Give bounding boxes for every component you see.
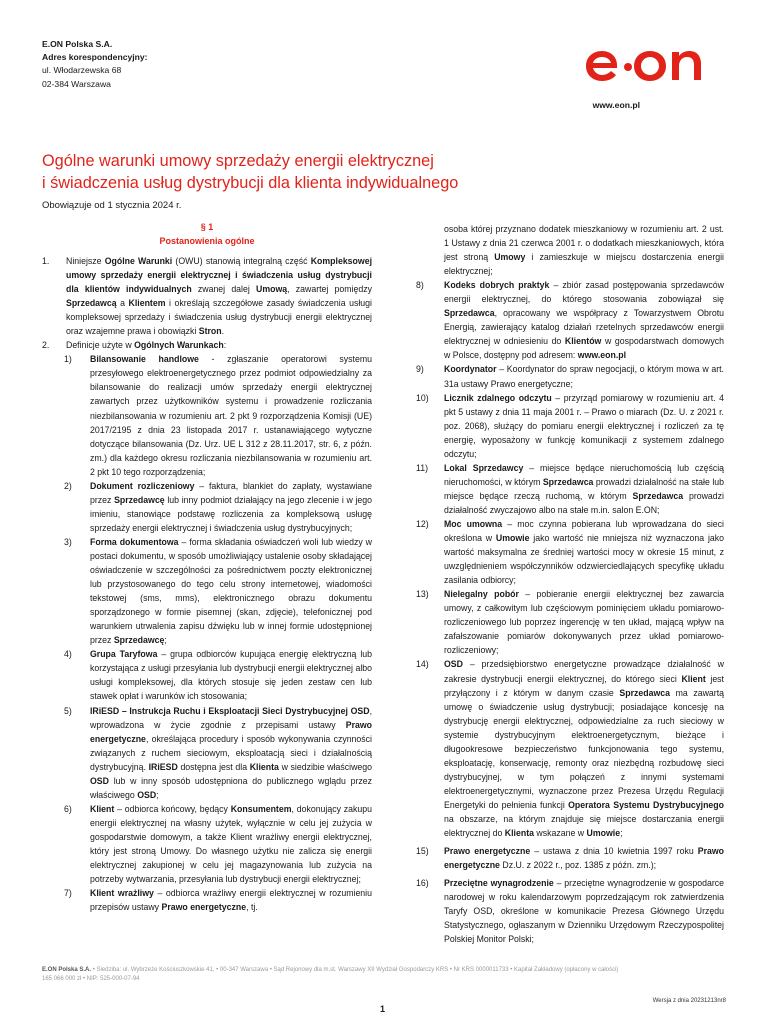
definition-item: 12) Moc umowna – moc czynna pobierana lub wprowadzana do sieci określona w Umowie jako wartość nie mniejsza niż wyznaczona jako wartość maksymalna ze średniej wartości mocy w okresie 15 minut, z uwzględnieniem współczynników odzwierciedlających specyfikę układu zasilania odbiorcy;: [416, 518, 724, 586]
definition-item: 11) Lokal Sprzedawcy – miejsce będące nieruchomością lub częścią nieruchomości, w którym Sprzedawca prowadzi działalność na stałe lub miejsce będące rzeczą ruchomą, w którym Sprzedawca prowadzi działalność zwyczajowo albo na stałe m.in. salon E.ON;: [416, 462, 724, 515]
definition-item: 4) Grupa Taryfowa – grupa odbiorców kupująca energię elektryczną lub korzystająca z usługi przesyłania lub dystrybucji energii elektrycznej albo usługi kompleksowej, dla których stosuje się jeden zestaw cen lub stawek opłat i warunków ich stosowania;: [64, 649, 372, 702]
definition-item: 14) OSD – przedsiębiorstwo energetyczne prowadzące działalność w zakresie dystrybucji energii elektrycznej, do którego sieci Klient jest przyłączony i z którym w danym czasie Sprzedawca ma zawartą umowę o świadczenie usług dystrybucji; posiadające koncesję na dystrybucję energii elektrycznej, odpowiedzialne za ruch sieciowy w systemie dystrybucyjnym elektroenergetycznym, bieżące i długookresowe bezpieczeństwo funkcjonowania tego systemu, eksploatację, konserwację, remonty oraz niezbędną rozbudowę sieci dystrybucyjnej, w tym połączeń z innymi systemami elektroenergetycznymi, wyznaczone przez Prezesa Urzędu Regulacji Energetyki do pełnienia funkcji Operatora Systemu Dystrybucyjnego na obszarze, na którym znajduje się miejsce dostarczania energii elektrycznej do Klienta wskazane w Umowie;: [416, 659, 725, 839]
section-number: § 1: [200, 222, 214, 232]
page-number: 1: [380, 1004, 386, 1014]
eon-logo: [584, 43, 724, 83]
definition-item: 9) Koordynator – Koordynator do spraw negocjacji, o którym mowa w art. 31a ustawy Prawo energetyczne;: [416, 364, 724, 389]
title-line-1: Ogólne warunki umowy sprzedaży energii elektrycznej: [42, 152, 434, 170]
definition-item: 15) Prawo energetyczne – ustawa z dnia 10 kwietnia 1997 roku Prawo energetyczne Dz.U. z 2022 r., poz. 1385 z późn. zm.);: [416, 846, 724, 871]
section-title: Postanowienia ogólne: [159, 236, 255, 246]
definition-item: 13) Nielegalny pobór – pobieranie energii elektrycznej bez zawarcia umowy, z całkowitym lub częściowym pominięciem układu pomiarowo-rozliczeniowego lub poprzez ingerencję w ten układ, mającą wpływ na zafałszowanie pomiarów dokonywanych przez układ pomiarowo-rozliczeniowy;: [416, 589, 725, 656]
definition-item: 3) Forma dokumentowa – forma składania oświadczeń woli lub wiedzy w postaci dokumentu, w sposób umożliwiający ustalenie osoby składającej oświadczenie w szczególności za pośrednictwem poczty elektronicznej lub przystosowanego do tego celu strony internetowej, wiadomości tekstowej (sms, mms), elektronicznego obrazu dokumentu sporządzonego w formie pisemnej (skan, zdjęcie), telefonicznej pod warunkiem utrwalenia zapisu dźwięku lub w innej formie udostępnionej przez Sprzedawcę;: [64, 536, 372, 646]
definition-continued: osoba której przyznano dodatek mieszkaniowy w rozumieniu art. 2 ust. 1 Ustawy z dnia 21 czerwca 2001 r. o dodatkach mieszkaniowych, która jest stroną Umowy i zamieszkuje w miejscu dostarczenia energii elektrycznej;: [444, 224, 724, 277]
definition-item: 5) IRiESD – Instrukcja Ruchu i Eksploatacji Sieci Dystrybucyjnej OSD, wprowadzona w życie zgodnie z przepisami ustawy Prawo energetyczne, określająca procedury i sposób wykonywania czynności związanych z ruchem sieciowym, eksploatacją sieci i działalnością dystrybucyjną. IRiESD dostępna jest dla Klienta w siedzibie właściwego OSD lub w inny sposób udostępniona do publicznego wglądu przez właściwego OSD;: [64, 705, 372, 800]
footer-text-2: 165 066 000 zł • NIP: 525-000-07-94: [42, 976, 140, 982]
footer: [42, 966, 732, 984]
valid-from: Obowiązuje od 1 stycznia 2024 r.: [42, 200, 182, 211]
definition-item: 6) Klient – odbiorca końcowy, będący Konsumentem, dokonujący zakupu energii elektrycznej na własny użytek, wyłącznie w celu jej zużycia w gospodarstwie domowym, a także Klient wrażliwy energii elektrycznej, który jest stroną Umowy. Do własnego użytku nie zalicza się energii elektrycznej zakupionej w celu jej magazynowania lub zużycia na potrzeby wytwarzania, przesyłania lub dystrybucji energii elektrycznej;: [64, 803, 372, 885]
website-url[interactable]: www.eon.pl: [592, 100, 640, 110]
left-column: [42, 220, 372, 914]
definition-item: 8) Kodeks dobrych praktyk – zbiór zasad postępowania sprzedawców energii elektrycznej, do którego stosowania zobowiązał się Sprzedawca, opracowany we współpracy z Towarzystwem Obrotu Energią, zawierający katalog działań rzetelnych sprzedawców energii elektrycznej w odniesieniu do Klientów w gospodarstwach domowych w Polsce, dostępny pod adresem: www.eon.pl: [416, 280, 724, 361]
definition-item: 10) Licznik zdalnego odczytu – przyrząd pomiarowy w rozumieniu art. 4 pkt 5 ustawy z dnia 11 maja 2001 r. – Prawo o miarach (Dz. U. z 2021 r. poz. 2068), służący do pomiaru energii elektrycznej i rozliczeń za tę energię, wyposażony w funkcję komunikacji z systemem zdalnego odczytu;: [416, 392, 724, 459]
footer-text: • Siedziba: ul. Wybrzeże Kościuszkowskie 41, • 00-347 Warszawa • Sąd Rejonowy dla m.st. Warszawy XII Wydział Gospodarczy KRS • Nr KRS 0000011733 • Kapitał Zakładowy (opłacony w całości): [91, 967, 619, 973]
list-item: 1. Niniejsze Ogólne Warunki (OWU) stanowią integralną część Kompleksowej umowy sprzedaży energii elektrycznej i świadczenia usług dystrybucji dla klientów indywidualnych zwanej dalej Umową, zawartej pomiędzy Sprzedawcą a Klientem i określają szczegółowe zasady świadczenia usługi kompleksowej sprzedaży i świadczenia usług dystrybucji energii elektrycznej oraz wzajemne prawa i obowiązki Stron.: [42, 256, 373, 337]
company-name: E.ON Polska S.A.: [42, 39, 113, 49]
definition-item: 16) Przeciętne wynagrodzenie – przeciętne wynagrodzenie w gospodarce narodowej w roku kalendarzowym poprzedzającym rok zatwierdzenia Taryfy OSD, określone w komunikacie Prezesa Głównego Urzędu Statystycznego, ogłaszanym w Dzienniku Urzędowym Rzeczypospolitej Polskiej Monitor Polski;: [416, 878, 724, 945]
address-label: Adres korespondencyjny:: [42, 52, 148, 63]
address-street: ul. Włodarzewska 68: [42, 65, 122, 76]
document-title: [42, 150, 642, 194]
address-city: 02-384 Warszawa: [42, 78, 111, 89]
right-column: [412, 224, 725, 946]
definition-item: 7) Klient wrażliwy – odbiorca wrażliwy energii elektrycznej w rozumieniu przepisów ustawy Prawo energetyczne, tj.: [64, 888, 372, 913]
version-label: Wersja z dnia 20231213nr8: [652, 998, 726, 1004]
footer-company: E.ON Polska S.A.: [42, 967, 92, 973]
title-line-2: i świadczenia usług dystrybucji dla klienta indywidualnego: [42, 174, 459, 192]
list-item: 2. Definicje użyte w Ogólnych Warunkach:: [42, 340, 227, 351]
definition-item: 1) Bilansowanie handlowe - zgłaszanie operatorowi systemu przesyłowego elektroenergetycznego przez podmiot odpowiedzialny za bilansowanie do realizacji umów sprzedaży energii elektrycznej zawartych przez użytkowników systemu i prowadzenie rozliczania niezbilansowania w rozumieniu art. 2 pkt 9 rozporządzenia Komisji (UE) 2017/2195 z dnia 23 listopada 2017 r. ustanawiającego wytyczne dotyczące bilansowania (Dz. Urz. UE L 312 z 28.11.2017, str. 6, z późn. zm.) dla każdego okresu rozliczania niezbilansowania w rozumieniu art. 2 pkt 10 tego rozporządzenia;: [64, 354, 372, 477]
company-address-block: [42, 38, 148, 91]
definition-item: 2) Dokument rozliczeniowy – faktura, blankiet do zapłaty, wystawiane przez Sprzedawcę lub inny podmiot działający na jego zlecenie i w jego imieniu, stanowiące podstawę rozliczenia za kompleksową usługę sprzedaży energii elektrycznej i świadczenia usług dystrybucyjnych;: [64, 480, 373, 533]
